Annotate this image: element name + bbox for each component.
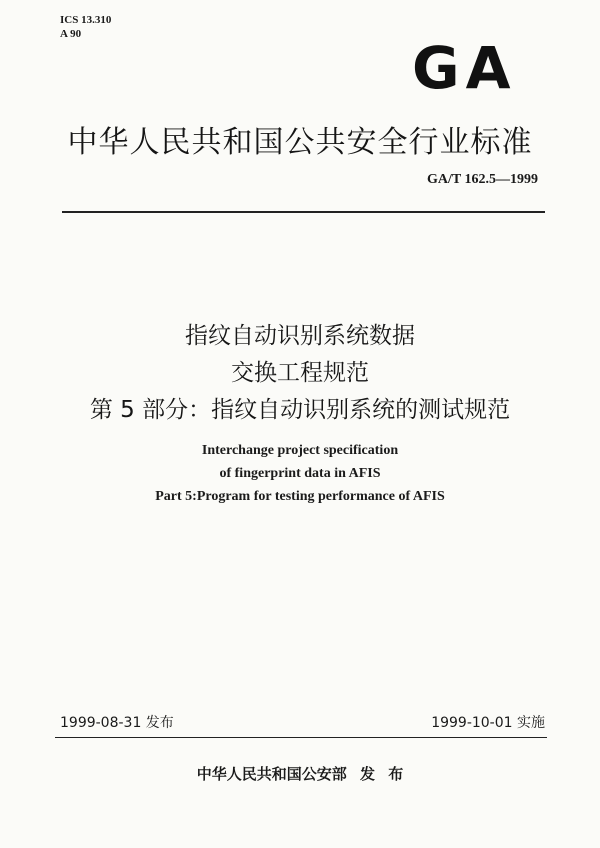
issuing-authority: 中华人民共和国公安部 发 布 (196, 765, 404, 783)
ics-code: ICS 13.310 (60, 14, 112, 26)
chinese-title-line-1: 指纹自动识别系统数据 (185, 323, 415, 349)
standard-number: GA/T 162.5—1999 (427, 172, 538, 187)
implementation-date: 1999-10-01 实施 (431, 715, 545, 731)
english-title-line-2: of fingerprint data in AFIS (219, 466, 381, 481)
ga-logo: GA (412, 34, 517, 102)
english-title-line-3: Part 5:Program for testing performance of AFIS (155, 489, 445, 504)
english-title-line-1: Interchange project specification (201, 443, 399, 458)
ccs-code: A 90 (60, 28, 82, 40)
standard-category-title: 中华人民共和国公共安全行业标准 (67, 125, 533, 160)
header-divider (62, 211, 545, 213)
issue-date: 1999-08-31 发布 (60, 715, 174, 731)
chinese-title-line-3: 第 5 部分：指纹自动识别系统的测试规范 (89, 397, 511, 423)
footer-divider (55, 737, 547, 738)
chinese-title-line-2: 交换工程规范 (231, 360, 369, 386)
